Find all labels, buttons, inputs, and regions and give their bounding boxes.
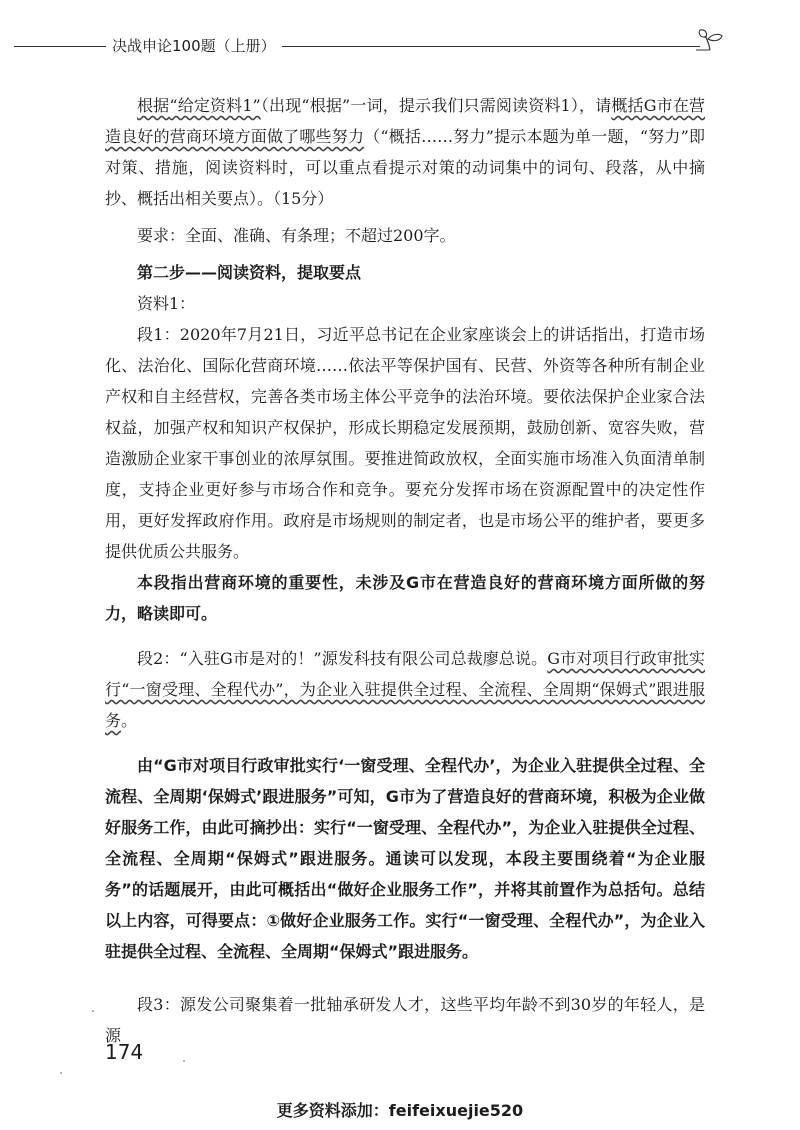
paragraph-2-lead: 段2：“入驻G市是对的！”源发科技有限公司总裁廖总说。 <box>137 649 548 668</box>
paragraph-2-analysis: 由“G市对项目行政审批实行‘一窗受理、全程代办’，为企业入驻提供全过程、全流程、全周期‘保姆式’跟进服务”可知，G市为了营造良好的营商环境，积极为企业做好服务工作，由此可摘抄出：实行“一窗受理、全程代办”，为企业入驻提供全过程、全流程、全周期“保姆式”跟进服务。通读可以发现，本段主要围绕着“为企业服务”的话题展开，由此可概括出“做好企业服务工作”，并将其前置作为总括句。总结以上内容，可得要点：①做好企业服务工作。实行“一窗受理、全程代办”，为企业入驻提供全过程、全流程、全周期“保姆式”跟进服务。 <box>105 756 705 961</box>
paragraph-1: 段1：2020年7月21日，习近平总书记在企业家座谈会上的讲话指出，打造市场化、法治化、国际化营商环境……依法平等保护国有、民营、外资等各种所有制企业产权和自主经营权，完善各类市场主体公平竞争的法治环境。要依法保护企业家合法权益，加强产权和知识产权保护，形成长期稳定发展预期，鼓励创新、宽容失败，营造激励企业家干事创业的浓厚氛围。要推进简政放权，全面实施市场准入负面清单制度，支持企业更好参与市场合作和竞争。要充分发挥市场在资源配置中的决定性作用，更好发挥政府作用。政府是市场规则的制定者，也是市场公平的维护者，要更多提供优质公共服务。 <box>105 325 705 561</box>
intro-explanation: （“概括……努力”提示本题为单一题，“努力”即对策、措施，阅读资料时，可以重点看提示对策的动词集中的词句、段落，从中摘抄、概括出相关要点）。（15分） <box>105 127 705 208</box>
page-number: 174 <box>105 1040 144 1064</box>
intro-keyword-genju: 根据 <box>137 96 170 115</box>
header-rule-left <box>14 46 106 47</box>
scan-speck <box>92 1010 94 1012</box>
scan-speck <box>183 1060 185 1062</box>
running-header <box>14 36 714 56</box>
paragraph-2-tail: 。 <box>121 711 138 730</box>
intro-keyword-topic: 在营造良好的营商环境方面做了哪些努力 <box>105 96 705 146</box>
header-title: 决战申论100题（上册） <box>112 37 276 55</box>
requirement-text: 要求：全面、准确、有条理；不超过200字。 <box>137 226 456 245</box>
paragraph-2-key-measure: G市对项目行政审批实行“一窗受理、全程代办”，为企业入驻提供全过程、全流程、全周期“保姆式”跟进服务 <box>105 649 705 730</box>
sprout-leaf-icon <box>696 28 726 60</box>
footer-note: 更多资料添加：feifeixuejie520 <box>276 1101 524 1120</box>
step2-heading: 第二步——阅读资料，提取要点 <box>137 263 362 282</box>
paragraph-2 <box>105 643 705 736</box>
intro-keyword-summarize: 概括G市 <box>611 96 673 115</box>
question-intro <box>105 90 705 214</box>
scan-speck <box>60 1072 62 1074</box>
paragraph-1-analysis: 本段指出营商环境的重要性，未涉及G市在营造良好的营商环境方面所做的努力，略读即可。 <box>105 573 705 623</box>
intro-keyword-material: “给定资料1” <box>169 96 261 115</box>
material-label: 资料1： <box>137 294 196 313</box>
page-content <box>105 90 705 1051</box>
header-rule-right <box>282 46 700 47</box>
intro-note: （出现“根据”一词，提示我们只需阅读资料1），请 <box>260 96 612 115</box>
paragraph-3: 段3：源发公司聚集着一批轴承研发人才，这些平均年龄不到30岁的年轻人，是源 <box>105 995 705 1045</box>
